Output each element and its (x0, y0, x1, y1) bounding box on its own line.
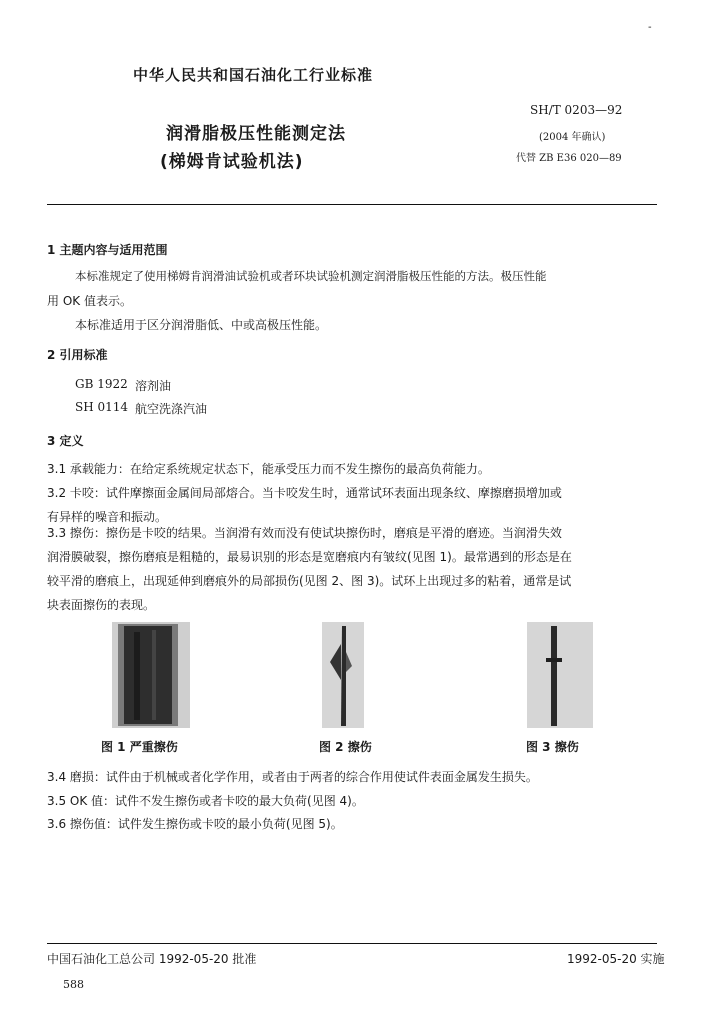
definition-3-1: 3.1 承载能力：在给定系统规定状态下，能承受压力而不发生擦伤的最高负荷能力。 (47, 462, 490, 476)
section-1-para-1-line-1: 本标准规定了使用梯姆肯润滑油试验机或者环块试验机测定润滑脂极压性能的方法。极压性能 (75, 269, 547, 283)
corner-mark: - (648, 22, 652, 33)
reference-code: GB 1922 (75, 377, 128, 391)
document-title: 润滑脂极压性能测定法 (166, 124, 346, 144)
definition-3-3-line-3: 较平滑的磨痕上，出现延伸到磨痕外的局部损伤(见图 2、图 3)。试环上出现过多的粘着，通常是试 (47, 574, 572, 588)
figure-1-photo (112, 622, 190, 728)
definition-3-3-line-1: 3.3 擦伤：擦伤是卡咬的结果。当润滑有效而没有使试块擦伤时，磨痕是平滑的磨迹。当润滑失效 (47, 526, 562, 540)
section-2-heading: 2 引用标准 (47, 348, 108, 362)
section-1-para-2: 本标准适用于区分润滑脂低、中或高极压性能。 (75, 318, 328, 332)
standard-number: SH/T 0203—92 (530, 103, 623, 117)
figure-2-photo (322, 622, 364, 728)
reference-title: 溶剂油 (135, 379, 172, 393)
definition-3-3-line-2: 润滑膜破裂，擦伤磨痕是粗糙的，最易识别的形态是宽磨痕内有皱纹(见图 1)。最常遇到的形态是在 (47, 550, 572, 564)
standard-org-title: 中华人民共和国石油化工行业标准 (133, 66, 374, 84)
document-subtitle: (梯姆肯试验机法) (160, 152, 304, 172)
definition-3-5: 3.5 OK 值：试件不发生擦伤或者卡咬的最大负荷(见图 4)。 (47, 794, 364, 808)
section-3-heading: 3 定义 (47, 434, 84, 448)
definition-3-2-line-1: 3.2 卡咬：试件摩擦面金属间局部熔合。当卡咬发生时，通常试环表面出现条纹、摩擦磨损增加或 (47, 486, 562, 500)
figure-2-caption: 图 2 擦伤 (319, 740, 372, 754)
footer-divider (47, 943, 657, 944)
definition-3-3-line-4: 块表面擦伤的表现。 (47, 598, 156, 612)
section-1-para-1-line-2: 用 OK 值表示。 (47, 294, 132, 308)
reference-code: SH 0114 (75, 400, 129, 414)
confirmation-note: (2004 年确认) (539, 132, 606, 143)
implementation-date: 1992-05-20 实施 (567, 952, 665, 966)
header-divider (47, 204, 657, 205)
approval-date: 中国石油化工总公司 1992-05-20 批准 (47, 952, 257, 966)
figure-1-caption: 图 1 严重擦伤 (101, 740, 178, 754)
reference-title: 航空洗涤汽油 (135, 402, 208, 416)
figure-3-photo (527, 622, 593, 728)
definition-3-6: 3.6 擦伤值：试件发生擦伤或卡咬的最小负荷(见图 5)。 (47, 817, 343, 831)
section-1-heading: 1 主题内容与适用范围 (47, 243, 168, 257)
replaces-note: 代替 ZB E36 020—89 (516, 153, 622, 164)
page-number: 588 (63, 978, 84, 991)
definition-3-2-line-2: 有异样的噪音和振动。 (47, 510, 168, 524)
figure-3-caption: 图 3 擦伤 (526, 740, 579, 754)
definition-3-4: 3.4 磨损：试件由于机械或者化学作用，或者由于两者的综合作用使试件表面金属发生损失。 (47, 770, 538, 784)
